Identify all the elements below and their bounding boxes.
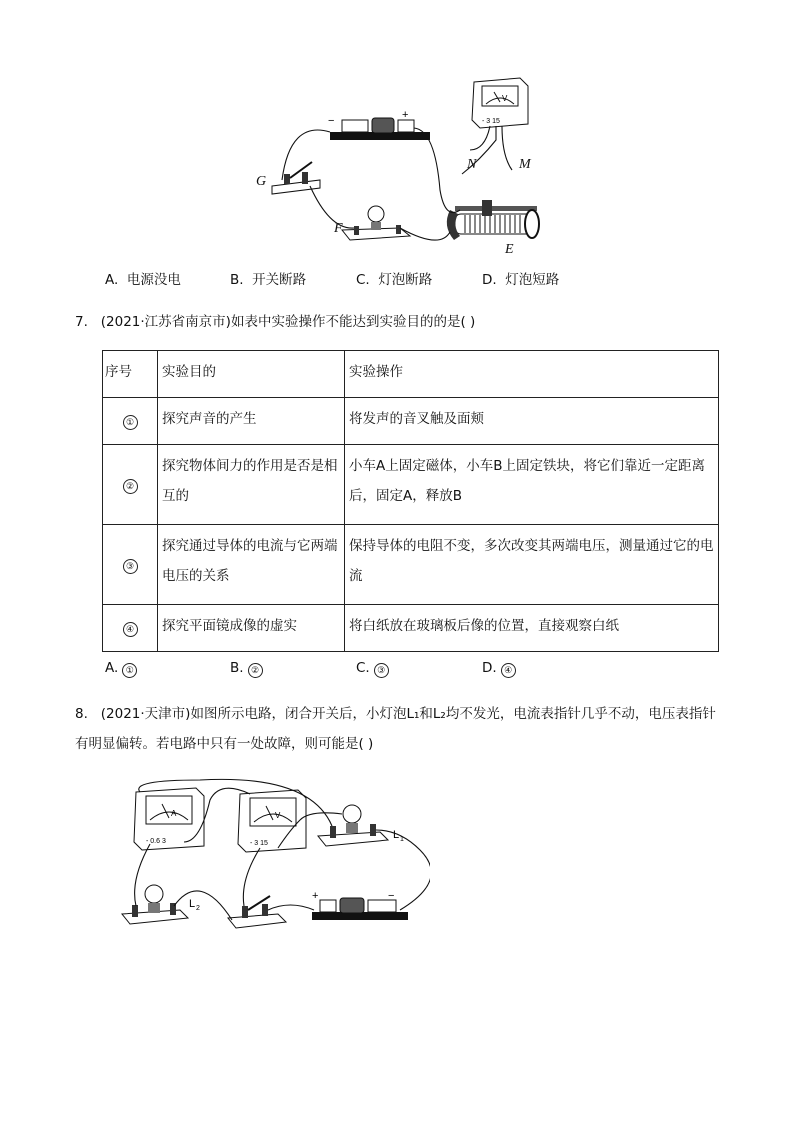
option-circle: ④ bbox=[501, 663, 516, 678]
row-index: ③ bbox=[123, 559, 138, 574]
header-index: 序号 bbox=[103, 351, 158, 398]
switch-q6 bbox=[272, 162, 320, 194]
label-G: G bbox=[256, 174, 267, 189]
svg-text:−: − bbox=[328, 115, 335, 127]
figure-q6-circuit bbox=[250, 70, 560, 265]
q7-option-b[interactable]: B. ② bbox=[230, 660, 263, 678]
q7-option-c[interactable]: C. ③ bbox=[356, 660, 389, 678]
table-row bbox=[103, 525, 719, 605]
option-circle: ② bbox=[248, 663, 263, 678]
table-row bbox=[103, 445, 719, 525]
svg-text:2: 2 bbox=[196, 905, 200, 912]
svg-text:- 3 15: - 3 15 bbox=[250, 840, 268, 847]
q7-stem: 7. (2021·江苏省南京市)如表中实验操作不能达到实验目的的是( ) bbox=[75, 314, 476, 330]
battery-q8 bbox=[312, 890, 408, 920]
header-operation: 实验操作 bbox=[345, 351, 719, 398]
svg-text:+: + bbox=[312, 890, 319, 902]
row-purpose: 探究平面镜成像的虚实 bbox=[158, 605, 345, 652]
row-purpose: 探究声音的产生 bbox=[158, 398, 345, 445]
q8-stem: 8. (2021·天津市)如图所示电路，闭合开关后，小灯泡L₁和L₂均不发光，电流表指针几乎不动，电压表指针有明显偏转。若电路中只有一处故障，则可能是( ) bbox=[75, 706, 716, 752]
q6-option-c[interactable]: C. 灯泡断路 bbox=[356, 272, 433, 288]
svg-text:V: V bbox=[275, 811, 281, 820]
label-M: M bbox=[519, 157, 531, 172]
q6-option-d[interactable]: D. 灯泡短路 bbox=[482, 272, 560, 288]
svg-text:A: A bbox=[171, 809, 177, 818]
lamp-l2 bbox=[122, 885, 200, 924]
voltmeter-q8 bbox=[238, 790, 306, 852]
q7-experiment-table bbox=[102, 350, 719, 652]
row-operation: 将发声的音叉触及面颊 bbox=[345, 398, 719, 445]
row-operation: 将白纸放在玻璃板后像的位置，直接观察白纸 bbox=[345, 605, 719, 652]
svg-text:- 0.6 3: - 0.6 3 bbox=[146, 838, 166, 845]
lamp-q6 bbox=[342, 206, 410, 240]
q6-option-b[interactable]: B. 开关断路 bbox=[230, 272, 307, 288]
svg-text:+: + bbox=[402, 109, 409, 121]
voltmeter-q6 bbox=[472, 78, 528, 128]
row-index: ① bbox=[123, 415, 138, 430]
svg-text:1: 1 bbox=[400, 836, 404, 843]
battery-q6 bbox=[328, 109, 430, 140]
option-circle: ③ bbox=[374, 663, 389, 678]
label-F: F bbox=[334, 221, 343, 236]
row-operation: 小车A上固定磁体，小车B上固定铁块，将它们靠近一定距离后，固定A，释放B bbox=[345, 445, 719, 525]
svg-text:- 3 15: - 3 15 bbox=[482, 118, 500, 125]
rheostat-q6 bbox=[447, 200, 539, 240]
table-header-row bbox=[103, 351, 719, 398]
lamp-l1 bbox=[318, 805, 404, 846]
label-N: N bbox=[467, 157, 477, 172]
switch-q8 bbox=[228, 896, 286, 928]
q7-option-a[interactable]: A. ① bbox=[105, 660, 137, 678]
header-purpose: 实验目的 bbox=[158, 351, 345, 398]
row-index: ② bbox=[123, 479, 138, 494]
row-operation: 保持导体的电阻不变，多次改变其两端电压，测量通过它的电流 bbox=[345, 525, 719, 605]
row-index: ④ bbox=[123, 622, 138, 637]
q6-option-a[interactable]: A. 电源没电 bbox=[105, 272, 181, 288]
table-row bbox=[103, 605, 719, 652]
svg-text:V: V bbox=[502, 94, 508, 103]
svg-text:L: L bbox=[393, 829, 400, 841]
ammeter-q8 bbox=[134, 788, 204, 850]
row-purpose: 探究物体间力的作用是否是相互的 bbox=[158, 445, 345, 525]
row-purpose: 探究通过导体的电流与它两端电压的关系 bbox=[158, 525, 345, 605]
svg-text:−: − bbox=[388, 890, 395, 902]
label-E: E bbox=[505, 242, 514, 257]
figure-q8-circuit bbox=[110, 770, 430, 940]
svg-text:L: L bbox=[189, 898, 196, 910]
option-circle: ① bbox=[122, 663, 137, 678]
table-row bbox=[103, 398, 719, 445]
q7-option-d[interactable]: D. ④ bbox=[482, 660, 516, 678]
